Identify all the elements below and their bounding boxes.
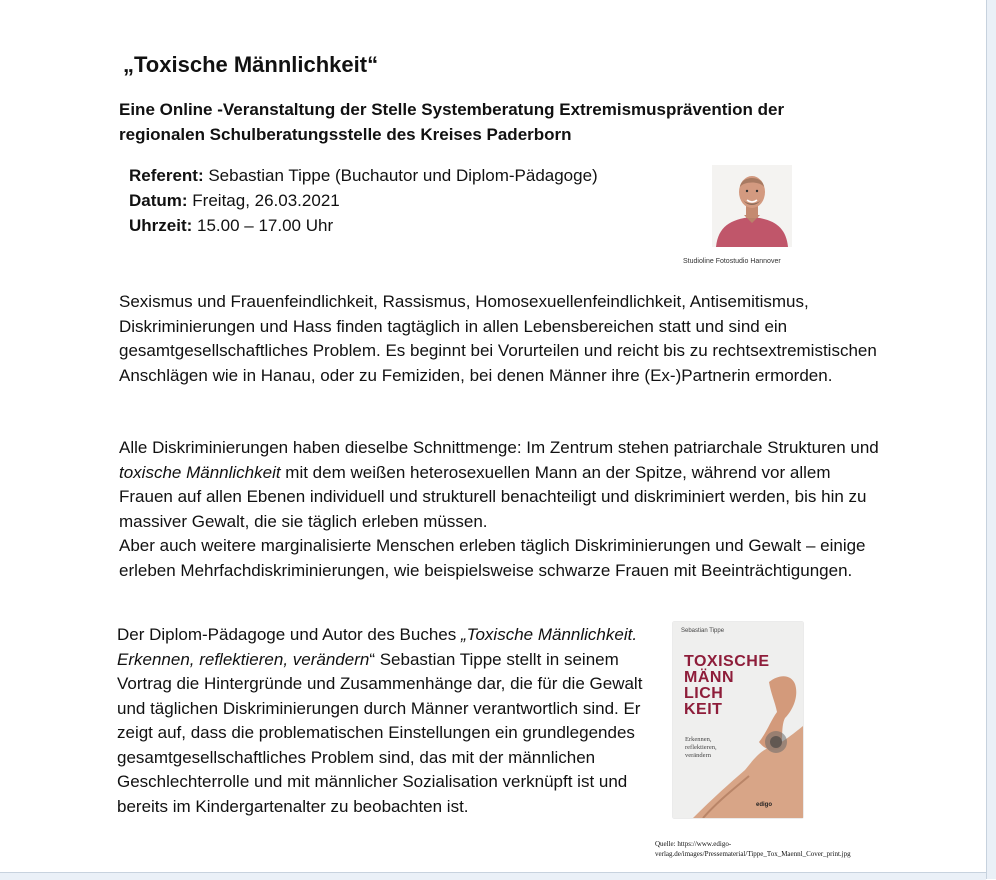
book-title-line: TOXISCHE xyxy=(684,653,770,670)
book-subtitle-line: verändern xyxy=(685,752,711,759)
image-source-line-2: verlag.de/images/Pressematerial/Tippe_Tox_Maennl_Cover_print.jpg xyxy=(655,850,851,858)
paragraph-4-emphasis: „Toxische Männlichkeit. Erkennen, reflektieren, verändern xyxy=(117,625,638,669)
uhrzeit-label: Uhrzeit: xyxy=(129,216,193,235)
referent-label: Referent: xyxy=(129,166,204,185)
speaker-portrait xyxy=(712,165,792,247)
publisher-logo: edigo xyxy=(756,802,772,808)
uhrzeit-value: 15.00 – 17.00 Uhr xyxy=(192,216,334,235)
paragraph-2-part-a: Alle Diskriminierungen haben dieselbe Schnittmenge: Im Zentrum stehen patriarchale Strukturen und xyxy=(119,438,879,457)
book-title-line: MÄNN xyxy=(684,669,734,686)
book-subtitle-line: reflektieren, xyxy=(685,744,717,751)
paragraph-4-part-a: Der Diplom-Pädagoge und Autor des Buches xyxy=(117,625,461,644)
paragraph-3: Aber auch weitere marginalisierte Menschen erleben täglich Diskriminierungen und Gewalt – einige erleben Mehrfachdiskriminierungen, wie beispielsweise schwarze Frauen mit Beeinträchtigungen. xyxy=(119,536,866,580)
datum-label: Datum: xyxy=(129,191,188,210)
book-title-line: LICH xyxy=(684,685,724,702)
event-info xyxy=(129,163,689,238)
paragraph-1: Sexismus und Frauenfeindlichkeit, Rassismus, Homosexuellenfeindlichkeit, Antisemitismus, Diskriminierungen und Hass finden tagtäglich in allen Lebensbereichen statt und sind ein gesamtgesellschaftliches Problem. Es beginnt bei Vorurteilen und reicht bis zu rechtsextremistischen Anschlägen wie in Hanau, oder zu Femiziden, bei denen Männer ihre (Ex-)Partnerin ermorden. xyxy=(119,292,877,385)
uhrzeit-row xyxy=(129,213,689,238)
speaker-portrait-image xyxy=(712,165,792,247)
book-subtitle xyxy=(685,736,717,760)
paragraph-4 xyxy=(117,623,647,819)
book-arm-illustration xyxy=(673,622,803,818)
datum-value: Freitag, 26.03.2021 xyxy=(187,191,340,210)
book-author: Sebastian Tippe xyxy=(681,628,725,634)
book-subtitle-line: Erkennen, xyxy=(685,736,712,743)
image-source xyxy=(655,839,955,859)
photo-caption: Studioline Fotostudio Hannover xyxy=(683,258,781,265)
event-subtitle: Eine Online -Veranstaltung der Stelle Systemberatung Extremismusprävention der regionalen Schulberatungsstelle des Kreises Paderborn xyxy=(119,100,785,144)
document-title: „Toxische Männlichkeit“ xyxy=(123,52,379,77)
referent-value: Sebastian Tippe (Buchautor und Diplom-Pädagoge) xyxy=(203,166,598,185)
paragraph-2-emphasis: toxische Männlichkeit xyxy=(119,462,281,482)
book-cover xyxy=(673,622,803,818)
paragraph-2-part-b: mit dem weißen heterosexuellen Mann an der Spitze, während vor allem Frauen auf allen Ebenen individuell und strukturell benachteiligt und diskriminiert werden, bis hin zu massiver Gewalt, die sie täglich erleben müssen. xyxy=(119,462,867,531)
referent-row xyxy=(129,163,689,188)
book-title-line: KEIT xyxy=(684,701,723,718)
image-source-line-1: Quelle: https://www.edigo- xyxy=(655,840,732,848)
paragraph-2 xyxy=(119,436,879,534)
window-frame-right xyxy=(986,0,996,879)
book-title xyxy=(684,654,770,718)
paragraph-4-part-b: “ Sebastian Tippe stellt in seinem Vortrag die Hintergründe und Zusammenhänge dar, die für die Gewalt und täglichen Diskriminierungen durch Männer verantwortlich sind. Er zeigt auf, dass die problematischen Einstellungen ein grundlegendes gesamtgesellschaftliches Problem sind, das mit der männlichen Geschlechterrolle und mit männlicher Sozialisation verknüpft ist und bereits im Kindergartenalter zu beobachten ist. xyxy=(117,649,643,816)
datum-row xyxy=(129,188,689,213)
